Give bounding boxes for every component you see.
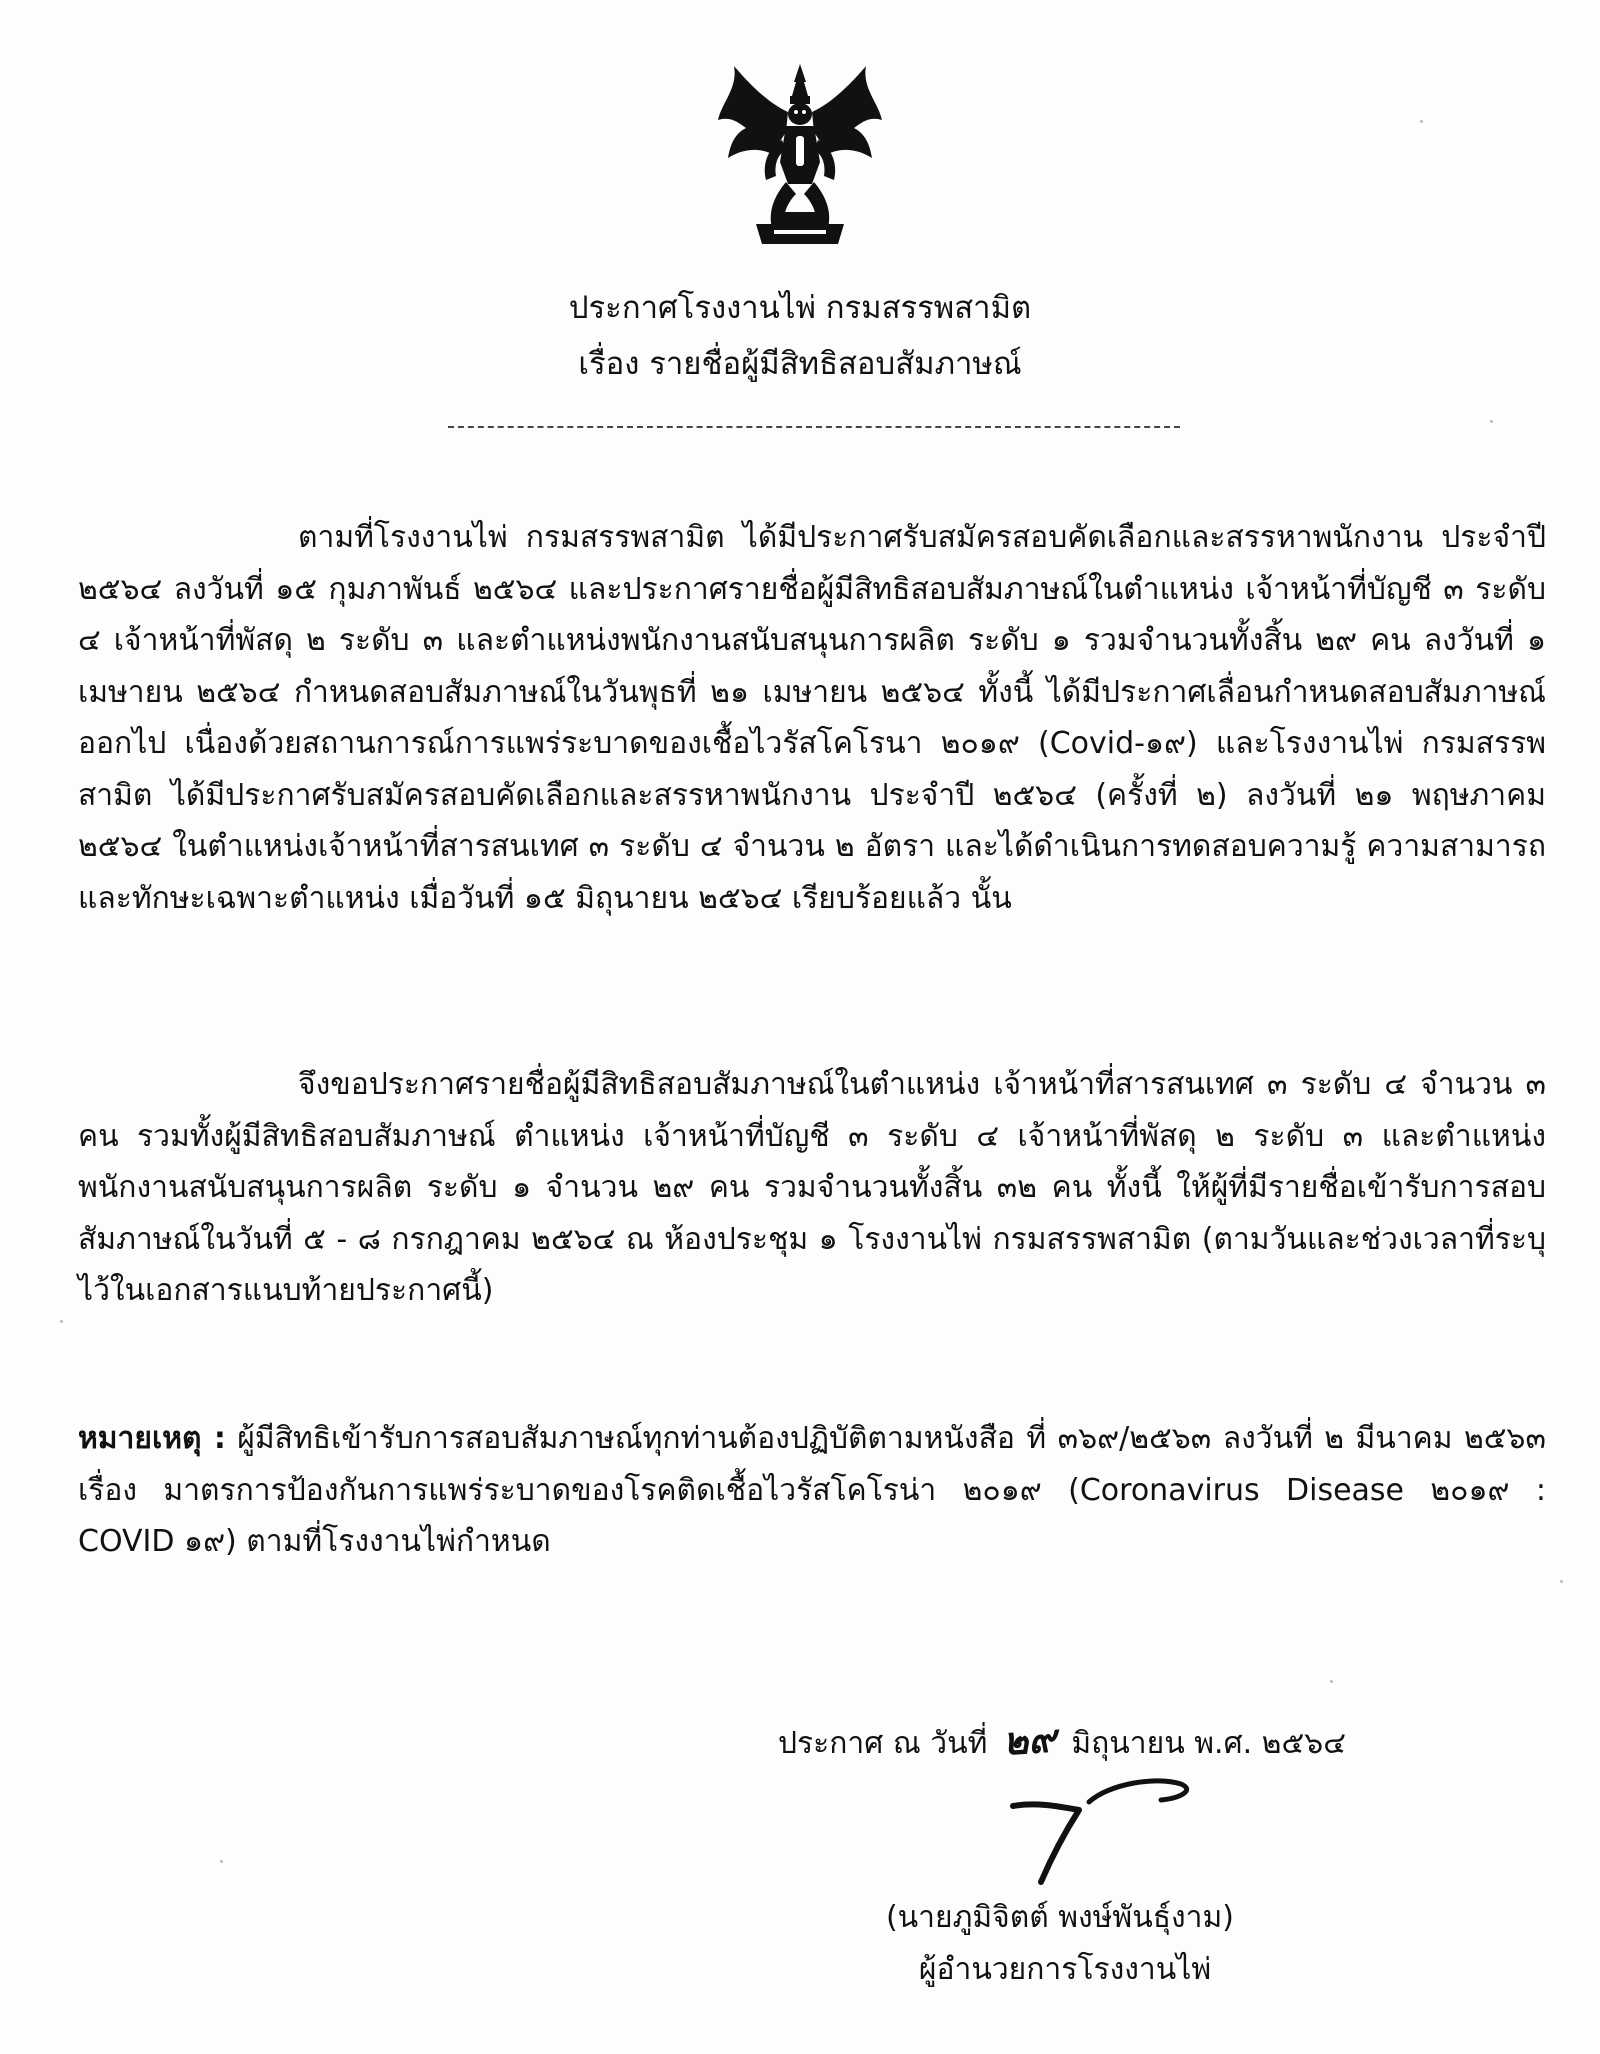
signer-position: ผู้อำนวยการโรงงานไพ่	[918, 1952, 1212, 1987]
announcement-date	[778, 1715, 1346, 1764]
body-paragraph-2: จึงขอประกาศรายชื่อผู้มีสิทธิสอบสัมภาษณ์ในตำแหน่ง เจ้าหน้าที่สารสนเทศ ๓ ระดับ ๔ จำนวน ๓ คน รวมทั้งผู้มีสิทธิสอบสัมภาษณ์ ตำแหน่ง เจ้าหน้าที่บัญชี ๓ ระดับ ๔ เจ้าหน้าที่พัสดุ ๒ ระดับ ๓ และตำแหน่งพนักงานสนับสนุนการผลิต ระดับ ๑ จำนวน ๒๙ คน รวมจำนวนทั้งสิ้น ๓๒ คน ทั้งนี้ ให้ผู้ที่มีรายชื่อเข้ารับการสอบสัมภาษณ์ในวันที่ ๕ - ๘ กรกฎาคม ๒๕๖๔ ณ ห้องประชุม ๑ โรงงานไพ่ กรมสรรพสามิต (ตามวันและช่วงเวลาที่ระบุไว้ในเอกสารแนบท้ายประกาศนี้)	[78, 1067, 1546, 1308]
date-prefix: ประกาศ ณ วันที่	[778, 1726, 988, 1761]
date-day-handwritten: ๒๙	[1001, 1715, 1058, 1764]
announcement-subject: เรื่อง รายชื่อผู้มีสิทธิสอบสัมภาษณ์	[578, 346, 1022, 382]
note-paragraph	[78, 1413, 1546, 1568]
signer-name: (นายภูมิจิตต์ พงษ์พันธุ์งาม)	[885, 1900, 1235, 1935]
note-text: ผู้มีสิทธิเข้ารับการสอบสัมภาษณ์ทุกท่านต้องปฏิบัติตามหนังสือ ที่ ๓๖๙/๒๕๖๓ ลงวันที่ ๒ มีนาคม ๒๕๖๓ เรื่อง มาตรการป้องกันการแพร่ระบาดของโรคติดเชื้อไวรัสโคโรน่า ๒๐๑๙ (Coronavirus Disease ๒๐๑๙ : COVID ๑๙) ตามที่โรงงานไพ่กำหนด	[78, 1421, 1546, 1559]
garuda-emblem-icon	[716, 62, 884, 246]
announcement-title: ประกาศโรงงานไพ่ กรมสรรพสามิต	[568, 290, 1032, 326]
header-divider	[448, 426, 1180, 428]
handwritten-signature	[1005, 1762, 1205, 1892]
date-suffix: มิถุนายน พ.ศ. ๒๕๖๔	[1071, 1726, 1346, 1761]
note-label: หมายเหตุ :	[78, 1421, 226, 1456]
body-paragraph-1: ตามที่โรงงานไพ่ กรมสรรพสามิต ได้มีประกาศรับสมัครสอบคัดเลือกและสรรหาพนักงาน ประจำปี ๒๕๖๔ ลงวันที่ ๑๕ กุมภาพันธ์ ๒๕๖๔ และประกาศรายชื่อผู้มีสิทธิสอบสัมภาษณ์ในตำแหน่ง เจ้าหน้าที่บัญชี ๓ ระดับ ๔ เจ้าหน้าที่พัสดุ ๒ ระดับ ๓ และตำแหน่งพนักงานสนับสนุนการผลิต ระดับ ๑ รวมจำนวนทั้งสิ้น ๒๙ คน ลงวันที่ ๑ เมษายน ๒๕๖๔ กำหนดสอบสัมภาษณ์ในวันพุธที่ ๒๑ เมษายน ๒๕๖๔ ทั้งนี้ ได้มีประกาศเลื่อนกำหนดสอบสัมภาษณ์ออกไป เนื่องด้วยสถานการณ์การแพร่ระบาดของเชื้อไวรัสโคโรนา ๒๐๑๙ (Covid-๑๙) และโรงงานไพ่ กรมสรรพสามิต ได้มีประกาศรับสมัครสอบคัดเลือกและสรรหาพนักงาน ประจำปี ๒๕๖๔ (ครั้งที่ ๒) ลงวันที่ ๒๑ พฤษภาคม ๒๕๖๔ ในตำแหน่งเจ้าหน้าที่สารสนเทศ ๓ ระดับ ๔ จำนวน ๒ อัตรา และได้ดำเนินการทดสอบความรู้ ความสามารถ และทักษะเฉพาะตำแหน่ง เมื่อวันที่ ๑๕ มิถุนายน ๒๕๖๔ เรียบร้อยแล้ว นั้น	[78, 520, 1546, 916]
